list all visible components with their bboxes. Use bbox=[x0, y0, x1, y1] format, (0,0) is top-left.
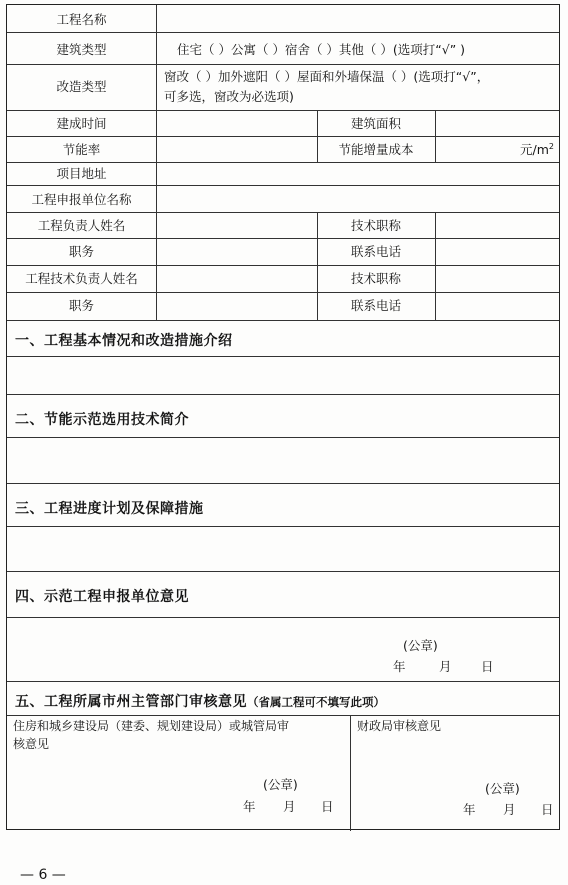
label-project-name: 工程名称 bbox=[56, 12, 107, 27]
housing-bureau-label-line1: 住房和城乡建设局（建委、规划建设局）或城管局审 bbox=[13, 719, 290, 733]
building-type-options: 住宅（ ）公寓（ ）宿舍（ ）其他（ ）(选项打“√” ) bbox=[177, 42, 466, 57]
renovation-options-line1: 窗改（ ）加外遮阳（ ）屋面和外墙保温（ ）(选项打“√”， bbox=[164, 69, 490, 84]
section-2-heading: 二、节能示范选用技术简介 bbox=[15, 412, 189, 428]
cost-unit: 元$/m^2$ bbox=[520, 141, 554, 157]
seal-label-finance: (公章) bbox=[485, 781, 520, 796]
seal-month-section-4: 月 bbox=[439, 659, 452, 674]
seal-year-housing: 年 bbox=[243, 799, 256, 814]
label-tech-title-2: 技术职称 bbox=[350, 271, 401, 286]
label-phone-1: 联系电话 bbox=[350, 244, 401, 259]
renovation-options-line2: 可多选，窗改为必选项) bbox=[164, 89, 294, 104]
label-energy-saving-rate: 节能率 bbox=[62, 142, 101, 157]
seal-label-housing: (公章) bbox=[263, 777, 298, 792]
label-building-area: 建筑面积 bbox=[350, 116, 401, 131]
housing-bureau-label-line2: 核意见 bbox=[13, 737, 50, 751]
seal-day-housing: 日 bbox=[321, 799, 334, 814]
label-renovation-type: 改造类型 bbox=[56, 79, 107, 94]
section-3-heading: 三、工程进度计划及保障措施 bbox=[15, 501, 204, 517]
section-5-note: （省属工程可不填写此项） bbox=[247, 695, 385, 709]
seal-month-finance: 月 bbox=[503, 802, 516, 817]
seal-day-section-4: 日 bbox=[481, 659, 494, 674]
label-position-1: 职务 bbox=[68, 244, 94, 259]
section-5-heading: 五、工程所属市州主管部门审核意见（省属工程可不填写此项） bbox=[15, 694, 385, 710]
section-1-heading: 一、工程基本情况和改造措施介绍 bbox=[15, 333, 233, 349]
label-tech-leader-name: 工程技术负责人姓名 bbox=[25, 271, 138, 286]
seal-year-finance: 年 bbox=[463, 802, 476, 817]
page-number: — 6 — bbox=[20, 867, 66, 883]
label-position-2: 职务 bbox=[68, 298, 94, 313]
seal-day-finance: 日 bbox=[541, 802, 554, 817]
label-project-leader-name: 工程负责人姓名 bbox=[37, 218, 126, 233]
section-4-heading: 四、示范工程申报单位意见 bbox=[15, 589, 189, 605]
label-phone-2: 联系电话 bbox=[350, 298, 401, 313]
application-form bbox=[6, 4, 560, 830]
label-tech-title-1: 技术职称 bbox=[350, 218, 401, 233]
label-project-address: 项目地址 bbox=[56, 166, 107, 181]
seal-month-housing: 月 bbox=[283, 799, 296, 814]
seal-year-section-4: 年 bbox=[393, 659, 406, 674]
label-incremental-cost: 节能增量成本 bbox=[338, 142, 414, 157]
finance-bureau-label: 财政局审核意见 bbox=[357, 719, 442, 733]
label-completion-time: 建成时间 bbox=[56, 116, 107, 131]
label-applicant-unit: 工程申报单位名称 bbox=[31, 192, 132, 207]
seal-label-section-4: (公章) bbox=[403, 638, 438, 653]
label-building-type: 建筑类型 bbox=[56, 42, 107, 57]
